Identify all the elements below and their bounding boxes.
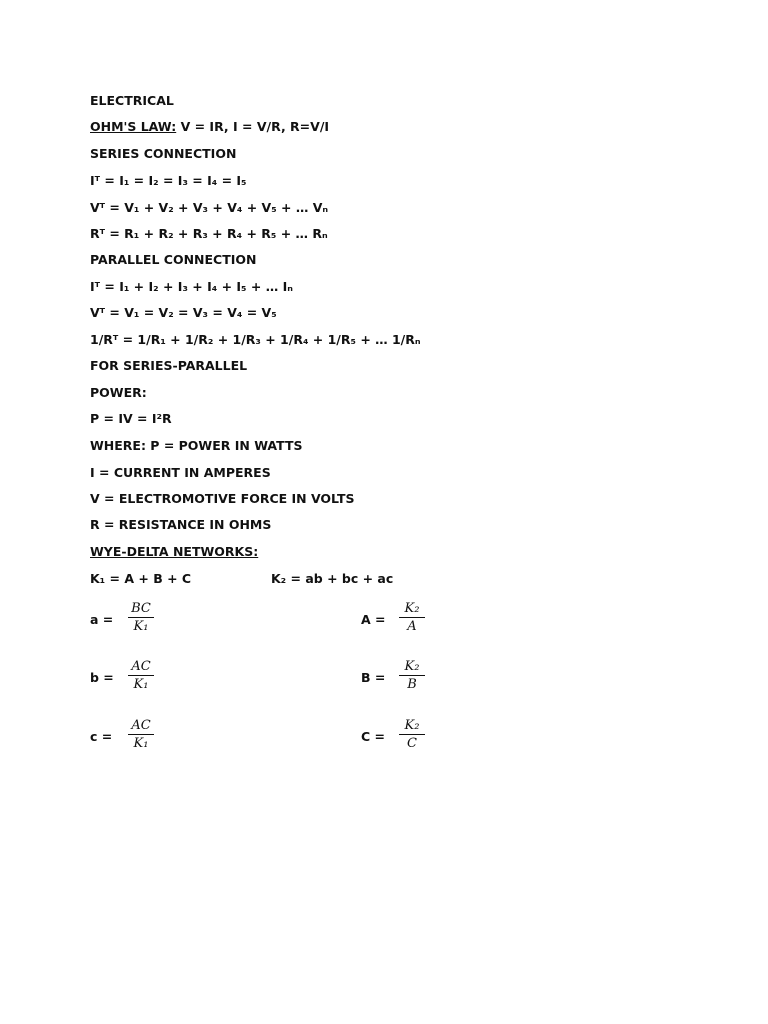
fraction-c-denominator: K₁ (133, 736, 149, 751)
parallel-current: Iᵀ = I₁ + I₂ + I₃ + I₄ + I₅ + … Iₙ (90, 279, 293, 294)
wye-delta-heading: WYE-DELTA NETWORKS: (90, 544, 259, 559)
fraction-A-numerator: K₂ (399, 600, 425, 618)
fraction-B-denominator: B (407, 677, 417, 692)
wye-delta-row-a (90, 600, 510, 640)
ohms-law-line (90, 119, 329, 135)
fraction-b-denominator: K₁ (133, 677, 149, 692)
wye-delta-row-b (90, 658, 510, 698)
parallel-voltage: Vᵀ = V₁ = V₂ = V₃ = V₄ = V₅ (90, 305, 277, 320)
label-b: b = (90, 670, 114, 685)
series-resistance: Rᵀ = R₁ + R₂ + R₃ + R₄ + R₅ + … Rₙ (90, 226, 328, 241)
fraction-a-denominator: K₁ (133, 619, 149, 634)
parallel-heading: PARALLEL CONNECTION (90, 252, 257, 267)
ohms-law-formula: V = IR, I = V/R, R=V/I (180, 119, 330, 134)
fraction-B (399, 658, 425, 693)
current-definition: I = CURRENT IN AMPERES (90, 465, 271, 480)
k1-formula: K₁ = A + B + C (90, 571, 192, 586)
power-heading: POWER: (90, 385, 147, 400)
label-A: A = (361, 612, 386, 627)
ohms-law-label: OHM'S LAW: (90, 119, 177, 134)
series-current: Iᵀ = I₁ = I₂ = I₃ = I₄ = I₅ (90, 173, 247, 188)
fraction-b-numerator: AC (128, 658, 154, 676)
fraction-b (128, 658, 154, 693)
fraction-A (399, 600, 425, 635)
power-where: WHERE: P = POWER IN WATTS (90, 438, 303, 453)
power-formula: P = IV = I²R (90, 411, 172, 426)
k2-formula: K₂ = ab + bc + ac (271, 571, 394, 586)
series-voltage: Vᵀ = V₁ + V₂ + V₃ + V₄ + V₅ + … Vₙ (90, 200, 329, 215)
fraction-C-numerator: K₂ (399, 717, 425, 735)
label-B: B = (361, 670, 386, 685)
voltage-definition: V = ELECTROMOTIVE FORCE IN VOLTS (90, 491, 355, 506)
wye-delta-row-c (90, 717, 510, 757)
resistance-definition: R = RESISTANCE IN OHMS (90, 517, 272, 532)
fraction-a (128, 600, 154, 635)
label-C: C = (361, 729, 385, 744)
label-a: a = (90, 612, 114, 627)
fraction-c (128, 717, 154, 752)
fraction-C-denominator: C (407, 736, 417, 751)
fraction-a-numerator: BC (128, 600, 154, 618)
series-heading: SERIES CONNECTION (90, 146, 237, 161)
fraction-B-numerator: K₂ (399, 658, 425, 676)
fraction-c-numerator: AC (128, 717, 154, 735)
label-c: c = (90, 729, 113, 744)
fraction-C (399, 717, 425, 752)
parallel-resistance: 1/Rᵀ = 1/R₁ + 1/R₂ + 1/R₃ + 1/R₄ + 1/R₅ + … 1/Rₙ (90, 332, 421, 347)
doc-title: ELECTRICAL (90, 93, 174, 108)
fraction-A-denominator: A (407, 619, 417, 634)
series-parallel-heading: FOR SERIES-PARALLEL (90, 358, 248, 373)
